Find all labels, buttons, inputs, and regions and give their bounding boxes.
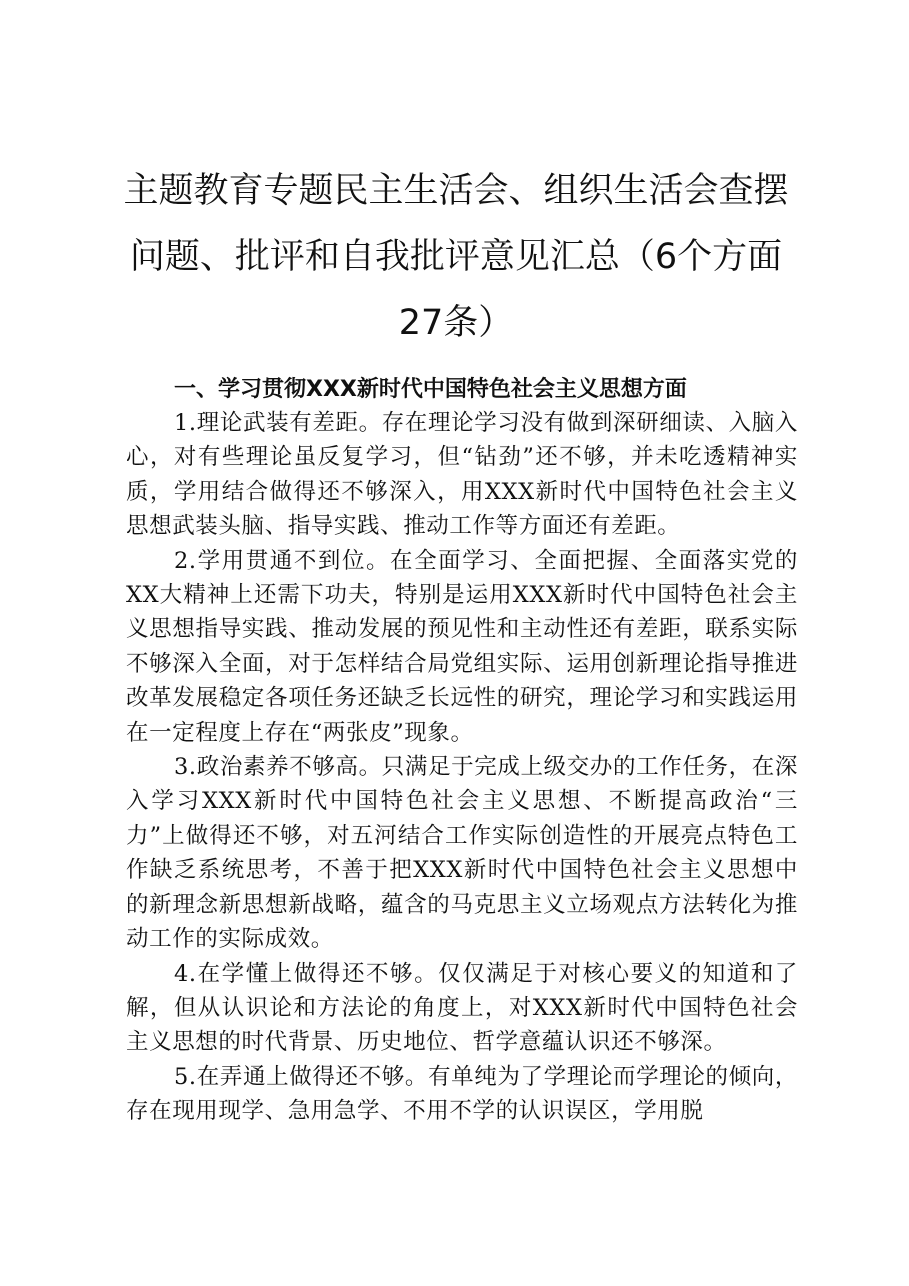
paragraph-item-1: 1.理论武装有差距。存在理论学习没有做到深研细读、入脑入心，对有些理论虽反复学习，但“钻劲”还不够，并未吃透精神实质，学用结合做得还不够深入，用XXX新时代中国特色社会主义思想武装头脑、指导实践、推动工作等方面还有差距。 [126,410,798,540]
document-body [126,373,798,1129]
paragraph-item-5: 5.在弄通上做得还不够。有单纯为了学理论而学理论的倾向，存在现用现学、急用急学、不用不学的认识误区，学用脱 [126,1063,798,1125]
paragraph-item-4: 4.在学懂上做得还不够。仅仅满足于对核心要义的知道和了解，但从认识论和方法论的角度上，对XXX新时代中国特色社会主义思想的时代背景、历史地位、哲学意蕴认识还不够深。 [126,960,798,1056]
paragraph-item-2: 2.学用贯通不到位。在全面学习、全面把握、全面落实党的XX大精神上还需下功夫，特别是运用XXX新时代中国特色社会主义思想指导实践、推动发展的预见性和主动性还有差距，联系实际不够深入全面，对于怎样结合局党组实际、运用创新理论指导推进改革发展稳定各项任务还缺乏长远性的研究，理论学习和实践运用在一定程度上存在“两张皮”现象。 [126,547,798,746]
paragraph-item-3: 3.政治素养不够高。只满足于完成上级交办的工作任务，在深入学习XXX新时代中国特色社会主义思想、不断提高政治“三力”上做得还不够，对五河结合工作实际创造性的开展亮点特色工作缺乏系统思考，不善于把XXX新时代中国特色社会主义思想中的新理念新思想新战略，蕴含的马克思主义立场观点方法转化为推动工作的实际成效。 [126,754,798,953]
section-heading: 一、学习贯彻XXX新时代中国特色社会主义思想方面 [174,377,687,402]
document-title: 主题教育专题民主生活会、组织生活会查摆问题、批评和自我批评意见汇总（6个方面27条） [123,171,789,343]
